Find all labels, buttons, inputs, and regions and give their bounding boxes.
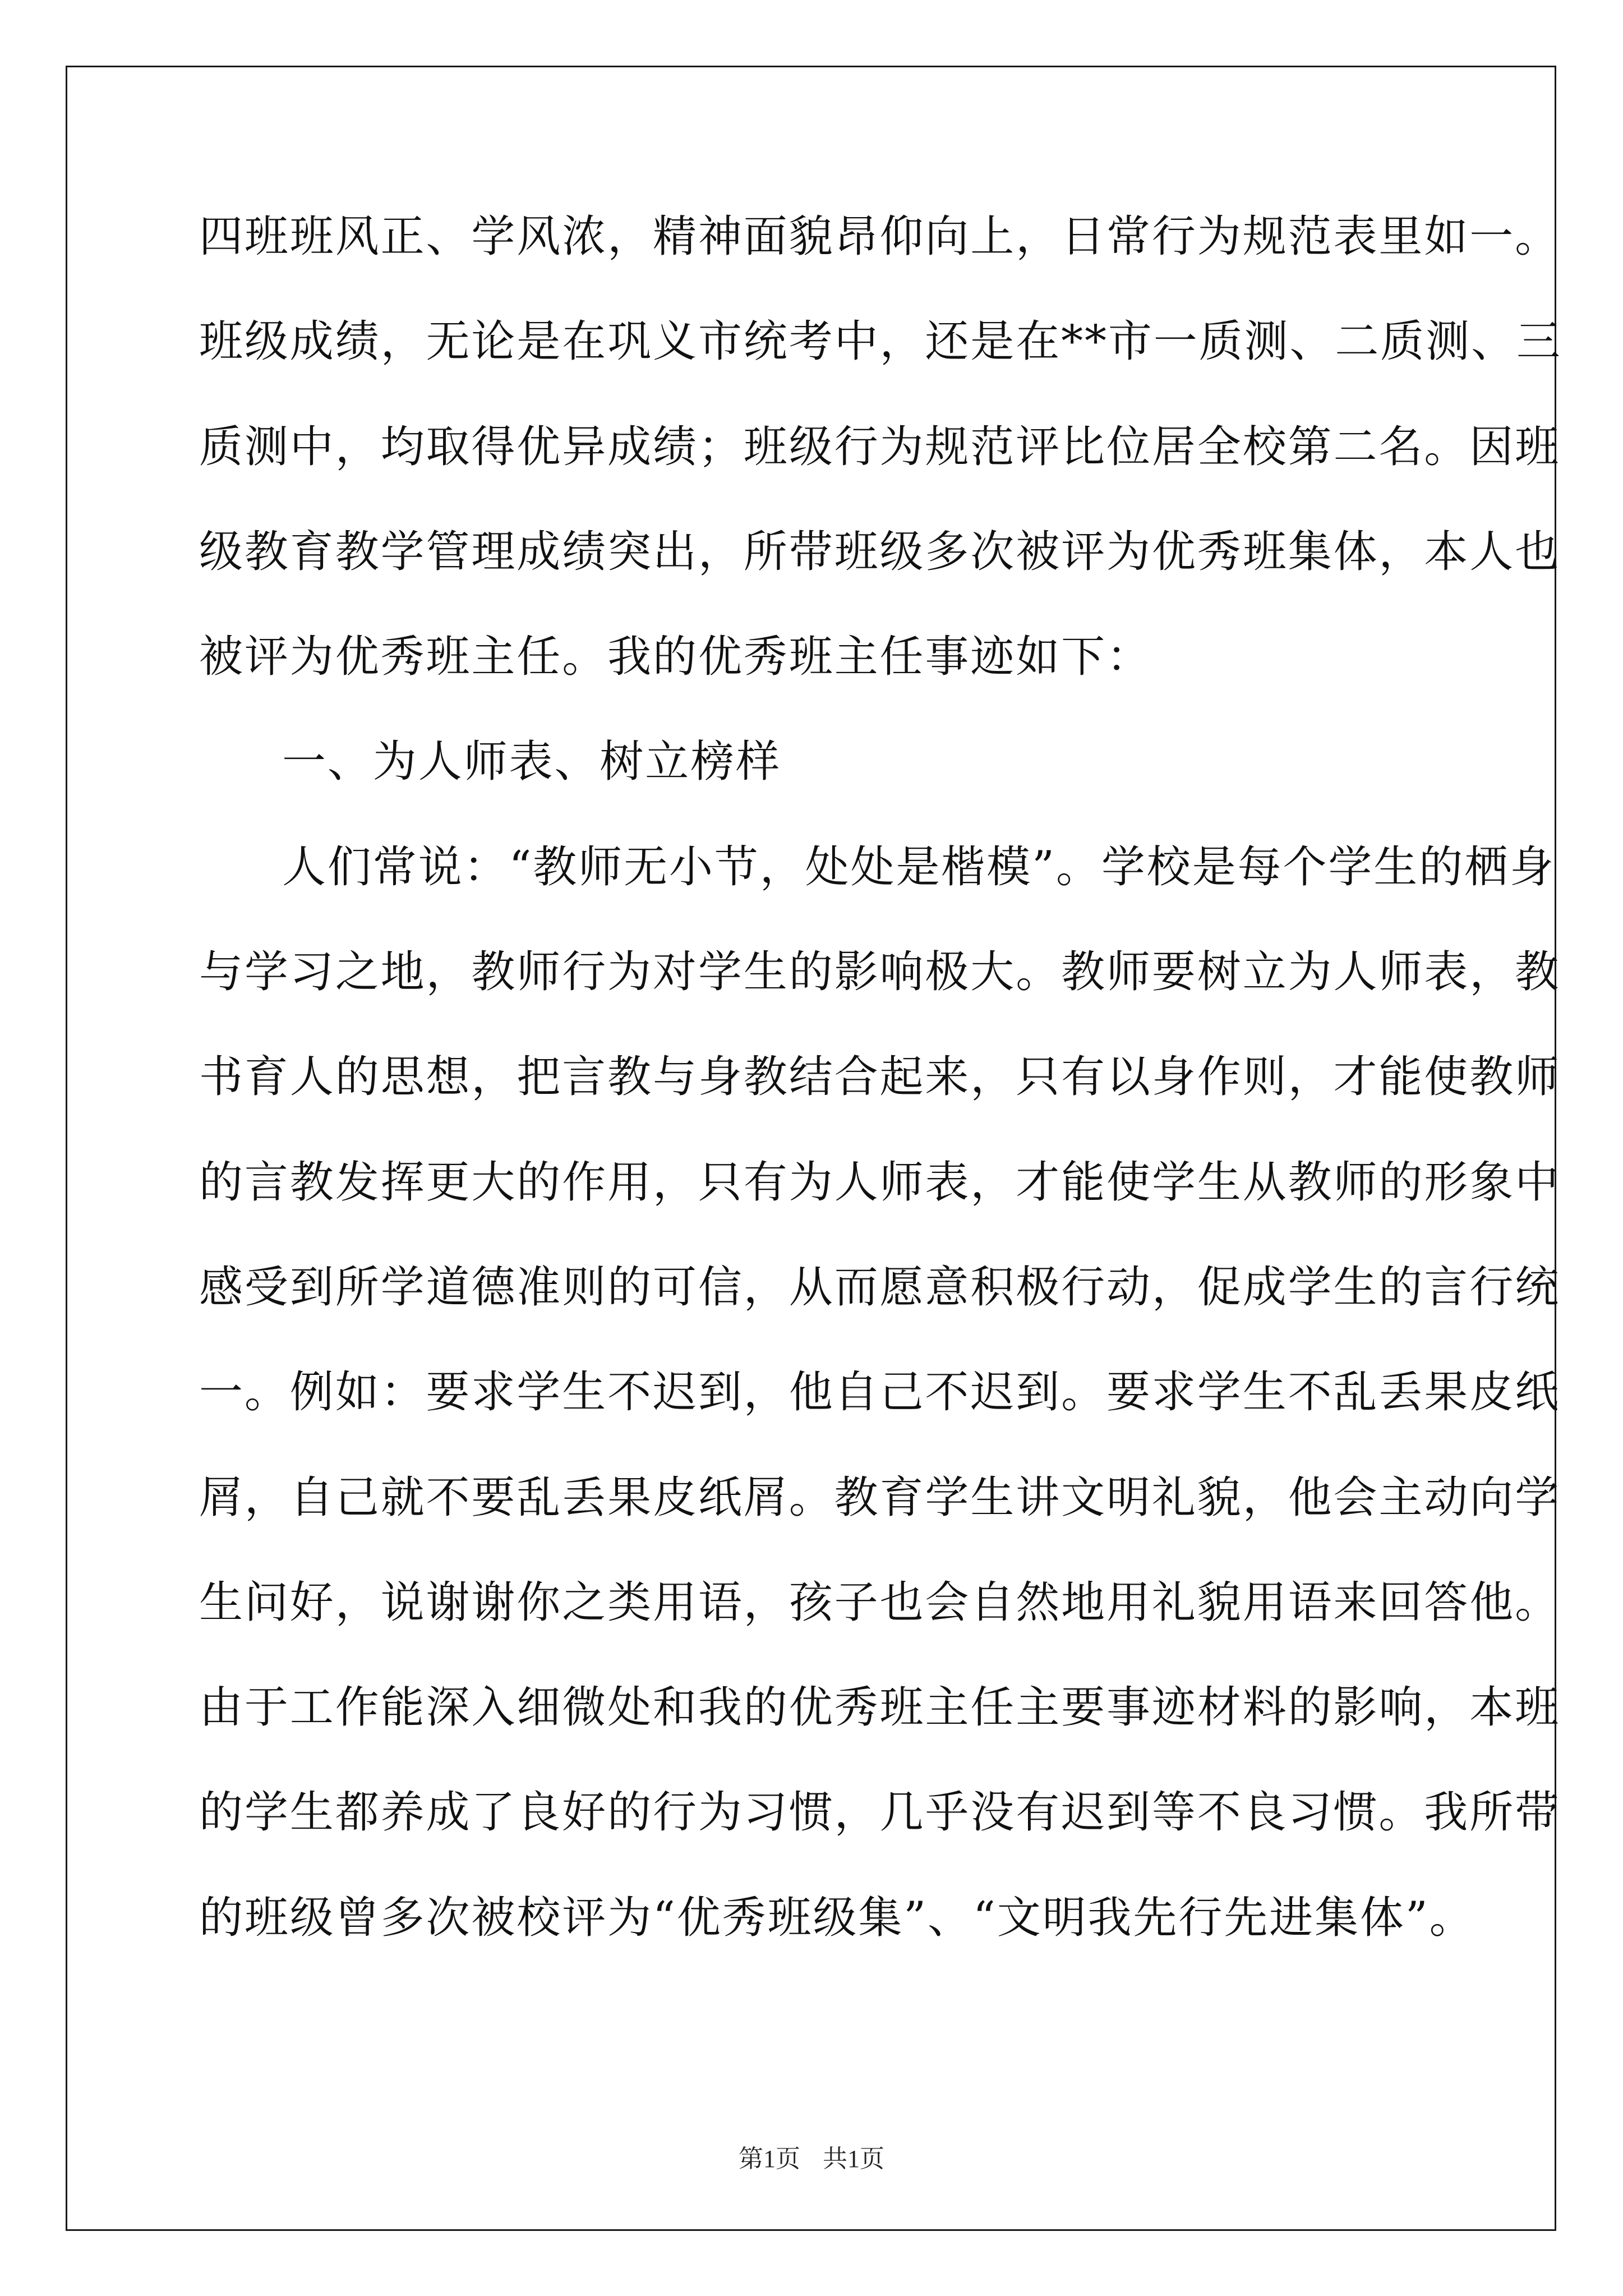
text-line: 与学习之地，教师行为对学生的影响极大。教师要树立为人师表，教	[199, 947, 1561, 998]
text-line: 的班级曾多次被校评为“优秀班级集”、“文明我先行先进集体”。	[199, 1892, 1475, 1943]
text-line: 四班班风正、学风浓，精神面貌昂仰向上，日常行为规范表里如一。	[199, 211, 1561, 262]
text-line: 级教育教学管理成绩突出，所带班级多次被评为优秀班集体，本人也	[199, 526, 1561, 577]
page-total: 共1页	[823, 2145, 884, 2173]
page-footer	[0, 2138, 1623, 2174]
text-line: 生问好，说谢谢你之类用语，孩子也会自然地用礼貌用语来回答他。	[199, 1577, 1561, 1628]
section-heading: 一、为人师表、树立榜样	[282, 737, 781, 788]
text-line: 屑，自己就不要乱丢果皮纸屑。教育学生讲文明礼貌，他会主动向学	[199, 1472, 1561, 1523]
paragraph-start-line: 人们常说：“教师无小节，处处是楷模”。学校是每个学生的栖身	[282, 841, 1555, 892]
text-line: 班级成绩，无论是在巩义市统考中，还是在**市一质测、二质测、三	[199, 316, 1562, 367]
text-line: 的言教发挥更大的作用，只有为人师表，才能使学生从教师的形象中	[199, 1157, 1561, 1208]
text-line: 书育人的思想，把言教与身教结合起来，只有以身作则，才能使教师	[199, 1052, 1561, 1103]
text-line: 一。例如：要求学生不迟到，他自己不迟到。要求学生不乱丢果皮纸	[199, 1367, 1561, 1418]
page-number: 第1页	[739, 2145, 800, 2173]
text-line: 感受到所学道德准则的可信，从而愿意积极行动，促成学生的言行统	[199, 1262, 1561, 1313]
document-body	[199, 209, 1562, 1995]
text-line: 由于工作能深入细微处和我的优秀班主任主要事迹材料的影响，本班	[199, 1682, 1561, 1733]
text-line: 被评为优秀班主任。我的优秀班主任事迹如下：	[199, 632, 1152, 683]
text-line: 的学生都养成了良好的行为习惯，几乎没有迟到等不良习惯。我所带	[199, 1787, 1561, 1838]
text-line: 质测中，均取得优异成绩；班级行为规范评比位居全校第二名。因班	[199, 421, 1561, 472]
